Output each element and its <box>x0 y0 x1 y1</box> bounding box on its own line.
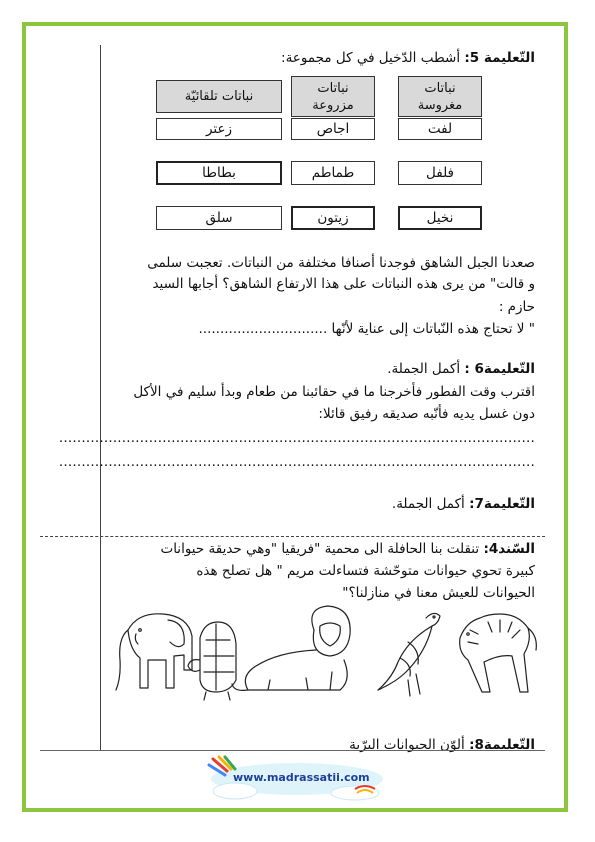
task6-instruction <box>387 360 535 379</box>
task7-instruction <box>392 495 535 514</box>
elephant-drawing[interactable] <box>116 614 192 690</box>
sanad4-text-1: تنقلت بنا الحافلة الى محمية "فريقيا "وهي حديقة حيوانات <box>160 541 480 557</box>
cell-r3-c2[interactable]: زيتون <box>291 206 375 230</box>
cell-r1-c2[interactable]: اجاص <box>291 118 375 140</box>
site-logo[interactable] <box>205 755 385 805</box>
sanad4-line-2: كبيرة تحوي حيوانات متوحّشة فتساءلت مريم " هل تصلح هذه <box>196 563 535 579</box>
task6-line-2: دون غسل يديه فأنّبه صديقه رفيق قائلا: <box>318 406 535 422</box>
paragraph-line-1: صعدنا الجبل الشاهق فوجدنا أصنافا مختلفة من النباتات. تعجبت سلمى <box>147 255 535 271</box>
task6-answer-1[interactable]: .......................................................................................................... <box>58 430 535 446</box>
task5-label: التّعليمة 5: <box>464 50 535 66</box>
tiger-drawing[interactable] <box>460 614 537 692</box>
cell-r2-c1[interactable]: فلفل <box>398 161 482 185</box>
task6-label: التّعليمة6 : <box>464 361 535 377</box>
task6-line-1: اقترب وقت الفطور فأخرجنا ما في حقائبنا من طعام وبدأ سليم في الأكل <box>133 384 535 400</box>
cell-r3-c3[interactable]: سلق <box>156 206 282 230</box>
task8-instruction <box>349 736 535 755</box>
cell-r2-c3[interactable]: بطاطا <box>156 161 282 185</box>
cell-r1-c3[interactable]: زعتر <box>156 118 282 140</box>
task5-text: أشطب الدّخيل في كل مجموعة: <box>281 50 461 66</box>
section-divider <box>40 536 545 537</box>
task7-label: التّعليمة7: <box>469 496 535 512</box>
task5-instruction <box>281 49 535 68</box>
task7-text: أكمل الجملة. <box>391 496 465 512</box>
header-wild: نباتات تلقائيّة <box>156 80 282 113</box>
cell-r2-c2[interactable]: طماطم <box>291 161 375 185</box>
turtle-drawing[interactable] <box>188 622 236 700</box>
header-sown: نباتات مزروعة <box>291 76 375 117</box>
task6-answer-2[interactable]: .......................................................................................................... <box>58 454 535 470</box>
lion-drawing[interactable] <box>232 606 350 690</box>
paragraph-answer-line[interactable]: " لا تحتاج هذه النّباتات إلى عناية لأنّها .............................. <box>198 321 535 337</box>
bird-drawing[interactable] <box>378 613 440 696</box>
sanad4-line-1 <box>160 540 535 559</box>
sanad4-label: السّند4: <box>483 541 535 557</box>
sanad4-line-3: الحيوانات للعيش معنا في منازلنا؟" <box>342 585 535 601</box>
cell-r1-c1[interactable]: لفت <box>398 118 482 140</box>
bottom-divider <box>40 750 545 751</box>
task8-label: التّعليمة8: <box>469 737 535 753</box>
header-planted: نباتات مغروسة <box>398 76 482 117</box>
task6-text: أكمل الجملة. <box>387 361 461 377</box>
paragraph-line-3: حازم : <box>498 299 535 315</box>
margin-line <box>100 45 101 750</box>
paragraph-line-2: و قالت" من يرى هذه النباتات على هذا الارتفاع الشاهق؟ أجابها السيد <box>152 276 535 292</box>
cell-r3-c1[interactable]: نخيل <box>398 206 482 230</box>
animals-illustration <box>108 600 540 710</box>
task8-text: ألوّن الحيوانات البرّية <box>349 737 465 753</box>
logo-text[interactable]: www.madrassatii.com <box>233 771 370 784</box>
